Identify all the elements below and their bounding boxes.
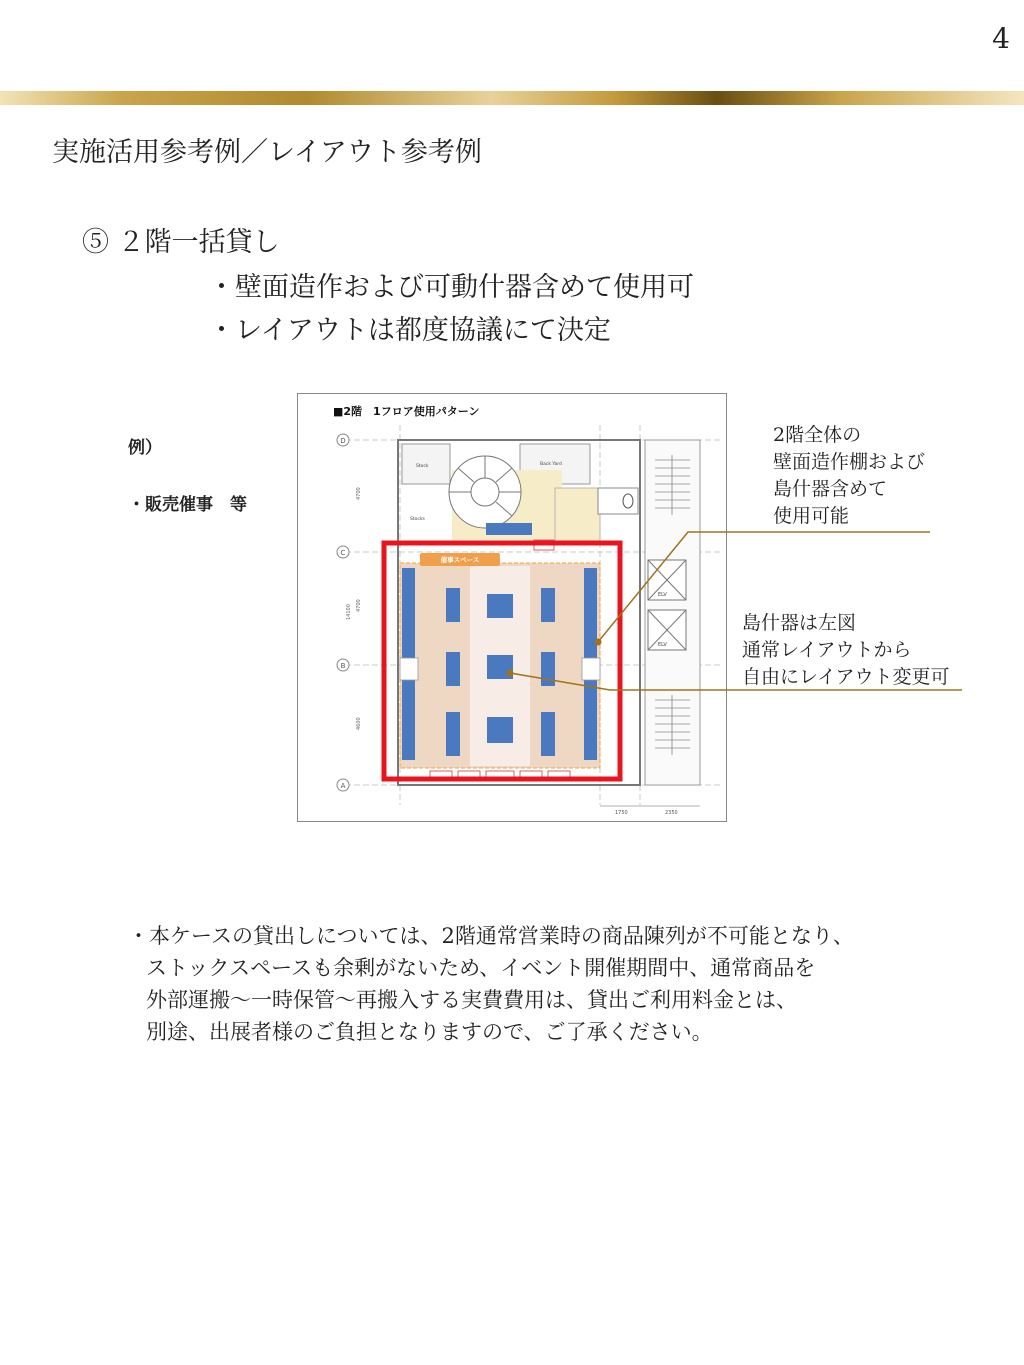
dimension-label: 4700	[356, 599, 362, 612]
callout-line: 通常レイアウトから	[742, 639, 912, 661]
elevator-label: ELV	[658, 592, 667, 598]
spiral-staircase	[449, 456, 521, 528]
elevator-label: ELV	[658, 642, 667, 648]
callout-line: 島什器は左図	[742, 612, 857, 634]
dimension-label: 4700	[356, 487, 362, 500]
footnote-line: 外部運搬～一時保管～再搬入する実費費用は、貸出ご利用料金とは、	[146, 988, 797, 1012]
callout-line: 自由にレイアウト変更可	[742, 666, 950, 688]
room-label: Stock	[416, 464, 429, 469]
callout-line: 2階全体の	[773, 424, 862, 446]
callout-point-2	[507, 670, 514, 677]
room-label: Back Yard	[540, 462, 562, 467]
bottom-counters	[430, 771, 570, 777]
callout-island-fixtures	[742, 610, 949, 691]
axis-label: D	[340, 437, 346, 445]
counter-fixture	[486, 523, 532, 535]
example-label: 例）	[128, 438, 162, 458]
elevator-1	[648, 560, 686, 600]
footnote	[128, 920, 854, 1048]
dimension-label: 4600	[356, 717, 362, 730]
callout-line: 島什器含めて	[773, 478, 888, 500]
footnote-line: ・本ケースの貸出しについては、2階通常営業時の商品陳列が不可能となり、	[128, 924, 854, 948]
room-label: Stocks	[410, 517, 425, 522]
page-number: 4	[992, 22, 1010, 55]
bullet-item: ・レイアウトは都度協議にて決定	[208, 315, 611, 346]
dimension-label: 14100	[346, 604, 352, 620]
axis-label: B	[340, 662, 346, 670]
callout-wall-fixtures	[773, 422, 925, 530]
footnote-line: 別途、出展者様のご負担となりますので、ご了承ください。	[146, 1020, 713, 1044]
bullet-item: ・壁面造作および可動什器含めて使用可	[208, 272, 694, 303]
footnote-line: ストックスペースも余剰がないため、イベント開催期間中、通常商品を	[146, 956, 816, 980]
example-use-label: ・販売催事 等	[128, 495, 247, 515]
axis-label: C	[340, 549, 346, 557]
stair-landing-area	[555, 488, 600, 543]
restroom	[598, 488, 638, 514]
event-space-label: 催事スペース	[440, 556, 480, 564]
callout-line: 使用可能	[773, 505, 850, 527]
dimension-label: 1750	[615, 810, 628, 816]
elevator-2	[648, 610, 686, 650]
callout-line: 壁面造作棚および	[773, 451, 926, 473]
dimension-label: 2350	[665, 810, 678, 816]
callout-point-1	[595, 639, 602, 646]
plan-title: ■2階 1フロア使用パターン	[333, 405, 480, 418]
page-title: 実施活用参考例／レイアウト参考例	[52, 137, 482, 168]
axis-label: A	[340, 782, 346, 790]
case-title: ⑤ ２階一括貸し	[82, 227, 280, 258]
